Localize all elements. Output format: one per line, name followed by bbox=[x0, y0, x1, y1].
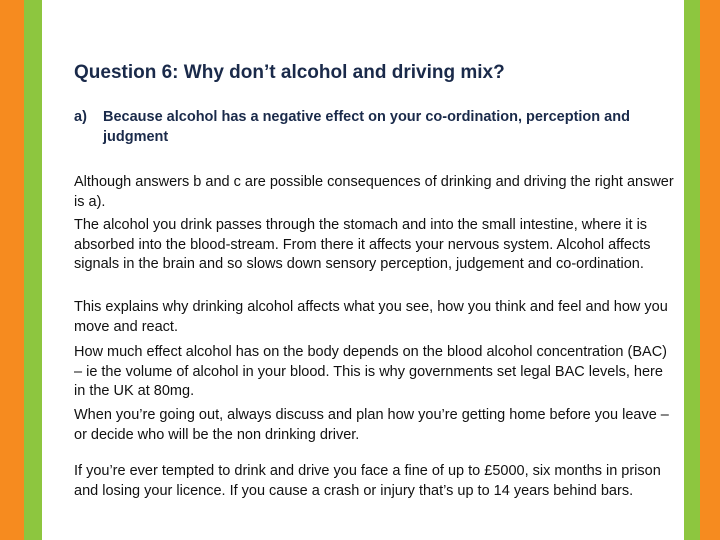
left-green-stripe bbox=[24, 0, 42, 540]
paragraph-plan-home: When you’re going out, always discuss and plan how you’re getting home before you leave – or decide who will be the non drinking driver. bbox=[74, 407, 669, 443]
paragraph-effects: This explains why drinking alcohol affects what you see, how you think and feel and how you move and react. bbox=[74, 299, 668, 335]
left-orange-stripe bbox=[0, 0, 24, 540]
right-green-stripe bbox=[684, 0, 700, 540]
paragraph-penalties: If you’re ever tempted to drink and drive you face a fine of up to £5000, six months in prison and losing your licence. If you cause a crash or injury that’s up to 14 years behind bars. bbox=[74, 463, 661, 499]
answer-marker: a) bbox=[74, 109, 87, 125]
paragraph-correct-answer: Although answers b and c are possible consequences of drinking and driving the right answer is a). bbox=[74, 174, 674, 210]
paragraph-absorption: The alcohol you drink passes through the stomach and into the small intestine, where it is absorbed into the blood-stream. From there it affects your nervous system. Alcohol affects signals in the brain and so slows down sensory perception, judgement and co-ordination. bbox=[74, 217, 651, 272]
slide-title: Question 6: Why don’t alcohol and driving mix? bbox=[74, 62, 505, 83]
paragraph-bac: How much effect alcohol has on the body depends on the blood alcohol concentration (BAC) – ie the volume of alcohol in your blood. This is why governments set legal BAC levels, here in the UK at 80mg. bbox=[74, 344, 667, 399]
right-orange-stripe bbox=[700, 0, 720, 540]
answer-block bbox=[74, 107, 674, 147]
slide-content bbox=[42, 0, 684, 540]
answer-text: Because alcohol has a negative effect on your co-ordination, perception and judgment bbox=[103, 109, 630, 145]
